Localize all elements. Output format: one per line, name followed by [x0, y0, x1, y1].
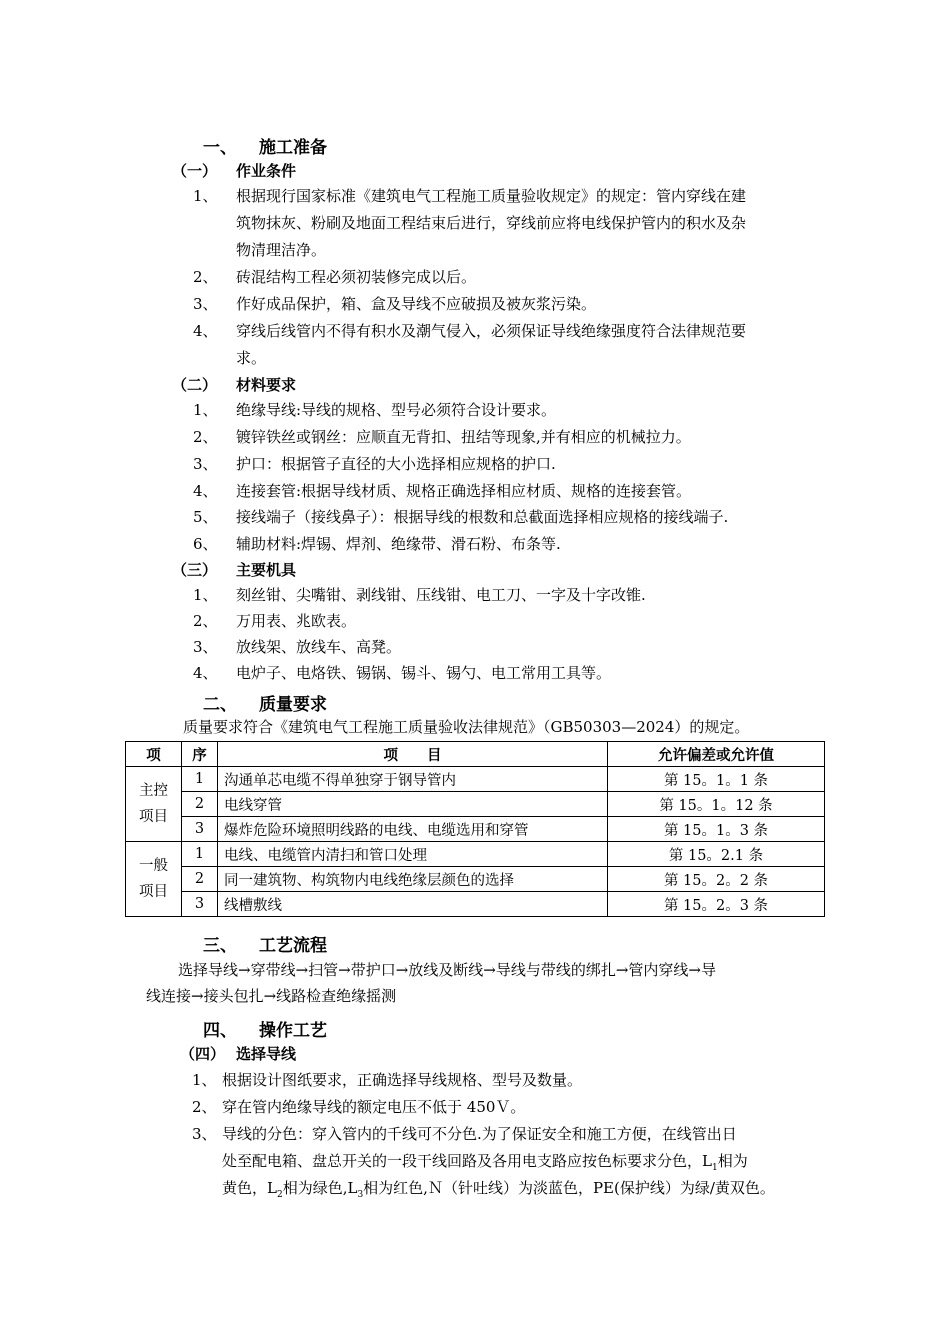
text-run: 黄色，L: [222, 1179, 277, 1197]
sub-2-number: （二）: [172, 376, 218, 394]
list-item-text: 放线架、放线车、高凳。: [236, 638, 402, 656]
section-1-number: 一、: [203, 138, 237, 158]
quality-table: [125, 741, 825, 917]
table-row: [126, 867, 825, 892]
group-name-line: 项目: [139, 884, 168, 900]
section-4-number: 四、: [203, 1021, 237, 1041]
group-name-cell: [126, 842, 182, 917]
list-item-number: 2、: [193, 612, 218, 630]
header-cell: 项: [126, 742, 182, 767]
list-item-text: 砖混结构工程必须初装修完成以后。: [236, 268, 477, 286]
list-item-number: 3、: [193, 295, 218, 313]
list-item-number: 3、: [193, 455, 218, 473]
value-cell: 第 15。2。2 条: [608, 867, 825, 892]
list-item-text: 求。: [236, 349, 267, 367]
text-run: 处至配电箱、盘总开关的一段干线回路及各用电支路应按色标要求分色，L: [222, 1152, 712, 1170]
list-item-text: 万用表、兆欧表。: [236, 612, 357, 630]
table-row: [126, 817, 825, 842]
list-item-number: 4、: [193, 322, 218, 340]
list-item-number: 1、: [193, 187, 218, 205]
seq-cell: 1: [182, 842, 218, 867]
list-item-text: 护口：根据管子直径的大小选择相应规格的护口.: [236, 455, 556, 473]
group-name-cell: [126, 767, 182, 842]
list-item-text: 电炉子、电烙铁、锡锅、锡斗、锡勺、电工常用工具等。: [236, 664, 612, 682]
sub-3-title: 主要机具: [236, 561, 297, 579]
subscript: 3: [357, 1190, 364, 1200]
list-item-number: 2、: [192, 1098, 217, 1116]
list-item-text: 根据设计图纸要求，正确选择导线规格、型号及数量。: [222, 1071, 583, 1089]
table-row: [126, 842, 825, 867]
table-row: [126, 767, 825, 792]
list-item-text: 导线的分色：穿入管内的千线可不分色.为了保证安全和施工方便，在线管出日: [222, 1125, 737, 1143]
quality-intro: 质量要求符合《建筑电气工程施工质量验收法律规范》（GB50303—2024）的规定。: [183, 718, 750, 736]
section-2-title: 质量要求: [259, 695, 327, 715]
list-item-text: 穿线后线管内不得有积水及潮气侵入，必须保证导线绝缘强度符合法律规范要: [236, 322, 747, 340]
item-cell: 线槽敷线: [218, 892, 608, 917]
item-cell: 沟通单芯电缆不得单独穿于钢导管内: [218, 767, 608, 792]
list-item-text: 穿在管内绝缘导线的额定电压不低于 450Ｖ。: [222, 1098, 526, 1116]
list-item-text: 筑物抹灰、粉刷及地面工程结束后进行，穿线前应将电线保护管内的积水及杂: [236, 214, 747, 232]
text-run: 相为红色,Ｎ（针吐线）为淡蓝色，PE(保护线）为绿/黄双色。: [363, 1179, 775, 1197]
list-item-text: 镀锌铁丝或钢丝：应顺直无背扣、扭结等现象,并有相应的机械拉力。: [236, 428, 691, 446]
subscript: 2: [276, 1190, 283, 1200]
section-2-number: 二、: [203, 695, 237, 715]
list-item-number: 1、: [193, 586, 218, 604]
header-cell: 允许偏差或允许值: [608, 742, 825, 767]
list-item-text: 连接套管:根据导线材质、规格正确选择相应材质、规格的连接套管。: [236, 482, 692, 500]
group-name-line: 主控: [139, 783, 168, 799]
sub-1-number: （一）: [172, 162, 218, 180]
value-cell: 第 15。1。12 条: [608, 792, 825, 817]
list-item-number: 2、: [193, 268, 218, 286]
list-item-text: 作好成品保护，箱、盒及导线不应破损及被灰浆污染。: [236, 295, 597, 313]
seq-cell: 3: [182, 892, 218, 917]
table-row: [126, 892, 825, 917]
list-item-number: 1、: [192, 1071, 217, 1089]
sub-3-number: （三）: [172, 561, 218, 579]
sub-4-number: （四）: [180, 1045, 226, 1063]
list-item-number: 3、: [192, 1125, 217, 1143]
list-item-text: 物清理洁净。: [236, 241, 327, 259]
seq-cell: 1: [182, 767, 218, 792]
header-cell: 序: [182, 742, 218, 767]
subscript: 1: [711, 1163, 718, 1173]
list-item-number: 2、: [193, 428, 218, 446]
list-item-text: 刻丝钳、尖嘴钳、剥线钳、压线钳、电工刀、一字及十字改锥.: [236, 586, 646, 604]
section-3-number: 三、: [203, 936, 237, 956]
section-3-title: 工艺流程: [259, 936, 327, 956]
text-run: 相为: [717, 1152, 748, 1170]
list-item-number: 4、: [193, 482, 218, 500]
sub-4-title: 选择导线: [236, 1045, 297, 1063]
table-row: [126, 792, 825, 817]
process-flow-line: 线连接→接头包扎→线路检查绝缘摇测: [146, 987, 397, 1005]
sub-1-title: 作业条件: [236, 162, 297, 180]
seq-cell: 2: [182, 867, 218, 892]
list-item-text: 根据现行国家标准《建筑电气工程施工质量验收规定》的规定：管内穿线在建: [236, 187, 747, 205]
value-cell: 第 15。1。3 条: [608, 817, 825, 842]
value-cell: 第 15。2.1 条: [608, 842, 825, 867]
list-item-number: 3、: [193, 638, 218, 656]
list-item-number: 1、: [193, 401, 218, 419]
item-cell: 电线、电缆管内清扫和管口处理: [218, 842, 608, 867]
section-1-title: 施工准备: [259, 138, 327, 158]
list-item-number: 6、: [193, 535, 218, 553]
list-item-text: 辅助材料:焊锡、焊剂、绝缘带、滑石粉、布条等.: [236, 535, 561, 553]
process-flow-line: 选择导线→穿带线→扫管→带护口→放线及断线→导线与带线的绑扎→管内穿线→导: [178, 961, 716, 979]
list-item-number: 5、: [193, 508, 218, 526]
list-item-text: 接线端子（接线鼻子）：根据导线的根数和总截面选择相应规格的接线端子.: [236, 508, 729, 526]
item-cell: 电线穿管: [218, 792, 608, 817]
text-run: 相为绿色,L: [282, 1179, 358, 1197]
sub-2-title: 材料要求: [236, 376, 297, 394]
value-cell: 第 15。1。1 条: [608, 767, 825, 792]
group-name-line: 一般: [139, 858, 168, 874]
list-item-text: [222, 1175, 775, 1208]
seq-cell: 3: [182, 817, 218, 842]
list-item-number: 4、: [193, 664, 218, 682]
group-name-line: 项目: [139, 809, 168, 825]
item-cell: 同一建筑物、构筑物内电线绝缘层颜色的选择: [218, 867, 608, 892]
seq-cell: 2: [182, 792, 218, 817]
section-4-title: 操作工艺: [259, 1021, 327, 1041]
list-item-text: 绝缘导线:导线的规格、型号必须符合设计要求。: [236, 401, 557, 419]
value-cell: 第 15。2。3 条: [608, 892, 825, 917]
item-cell: 爆炸危险环境照明线路的电线、电缆选用和穿管: [218, 817, 608, 842]
table-header-row: [126, 742, 825, 767]
header-cell: 项 目: [218, 742, 608, 767]
